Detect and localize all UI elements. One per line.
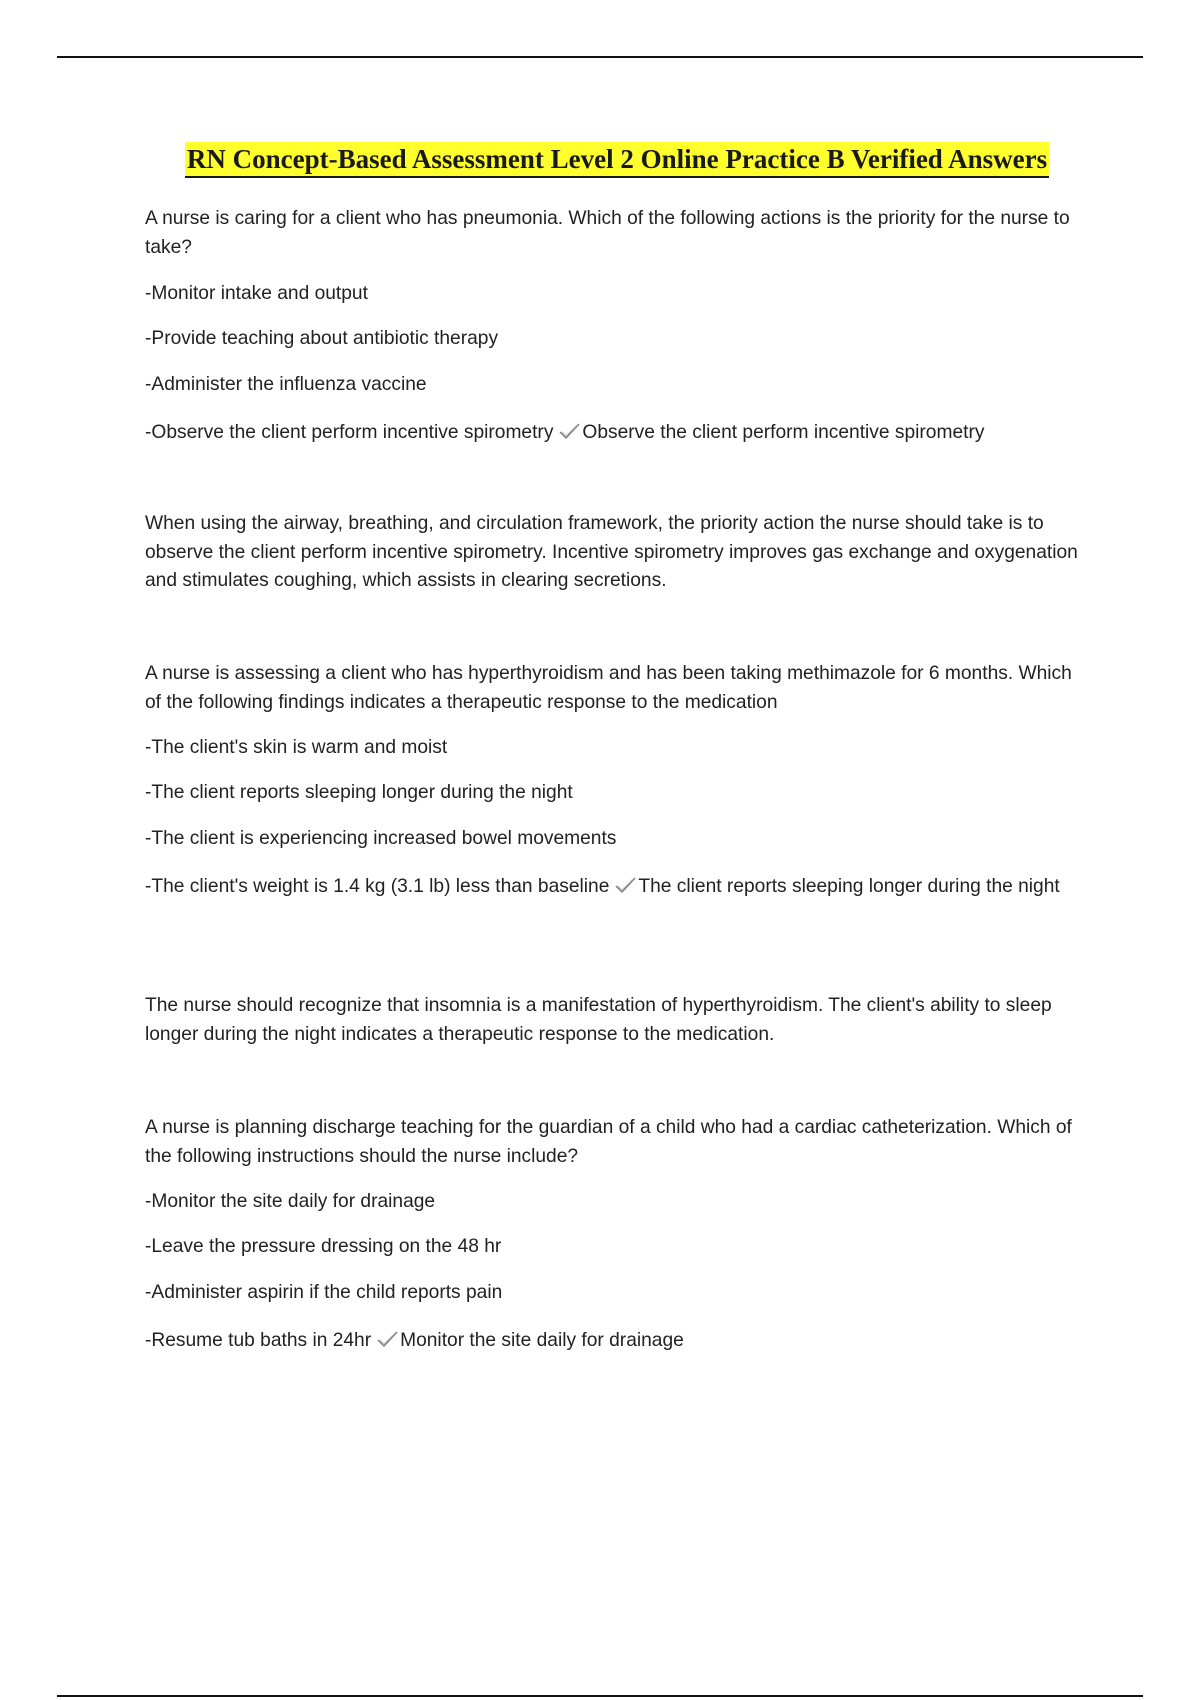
- question-3-option-2: -Leave the pressure dressing on the 48 hr: [145, 1236, 502, 1257]
- question-3-option-4: -Resume tub baths in 24hr: [145, 1330, 372, 1351]
- header-rule: [57, 56, 1143, 58]
- question-2-option-1: -The client's skin is warm and moist: [145, 737, 448, 758]
- question-2-option-2: -The client reports sleeping longer during the night: [145, 782, 573, 803]
- question-1-option-1: -Monitor intake and output: [145, 283, 368, 304]
- question-2-option-3: -The client is experiencing increased bowel movements: [145, 828, 617, 849]
- question-2-answer: The client reports sleeping longer during the night: [638, 876, 1060, 897]
- question-1-option-3: -Administer the influenza vaccine: [145, 374, 427, 395]
- question-2-option-4: -The client's weight is 1.4 kg (3.1 lb) less than baseline: [145, 876, 610, 897]
- question-1-answer: Observe the client perform incentive spirometry: [582, 422, 985, 443]
- question-1-stem: A nurse is caring for a client who has pneumonia. Which of the following actions is the priority for the nurse to take?: [145, 208, 1070, 258]
- question-1-option-4-with-answer: [145, 419, 1080, 448]
- question-3-stem: A nurse is planning discharge teaching for the guardian of a child who had a cardiac catheterization. Which of the following instructions should the nurse include?: [145, 1117, 1072, 1167]
- document-title: RN Concept-Based Assessment Level 2 Online Practice B Verified Answers: [185, 142, 1049, 178]
- question-2-stem: A nurse is assessing a client who has hyperthyroidism and has been taking methimazole for 6 months. Which of the following findings indicates a therapeutic response to the medication: [145, 663, 1072, 713]
- question-3-option-4-with-answer: [145, 1327, 1080, 1356]
- title-container: [0, 142, 1200, 178]
- question-2-option-4-with-answer: [145, 873, 1080, 902]
- question-1-option-2: -Provide teaching about antibiotic therapy: [145, 328, 499, 349]
- check-icon: [377, 1330, 398, 1348]
- question-3-option-3: -Administer aspirin if the child reports pain: [145, 1282, 503, 1303]
- question-3-answer: Monitor the site daily for drainage: [400, 1330, 684, 1351]
- question-3-option-1: -Monitor the site daily for drainage: [145, 1191, 436, 1212]
- question-2-rationale: The nurse should recognize that insomnia is a manifestation of hyperthyroidism. The client's ability to sleep longer during the night indicates a therapeutic response to the medication.: [145, 995, 1052, 1045]
- check-icon: [559, 422, 580, 440]
- question-1-option-4: -Observe the client perform incentive spirometry: [145, 422, 554, 443]
- question-1-rationale: When using the airway, breathing, and circulation framework, the priority action the nurse should take is to observe the client perform incentive spirometry. Incentive spirometry improves gas exchange and oxygenation and stimulates coughing, which assists in clearing secretions.: [145, 513, 1078, 591]
- check-icon: [615, 876, 636, 894]
- footer-rule: [57, 1695, 1143, 1697]
